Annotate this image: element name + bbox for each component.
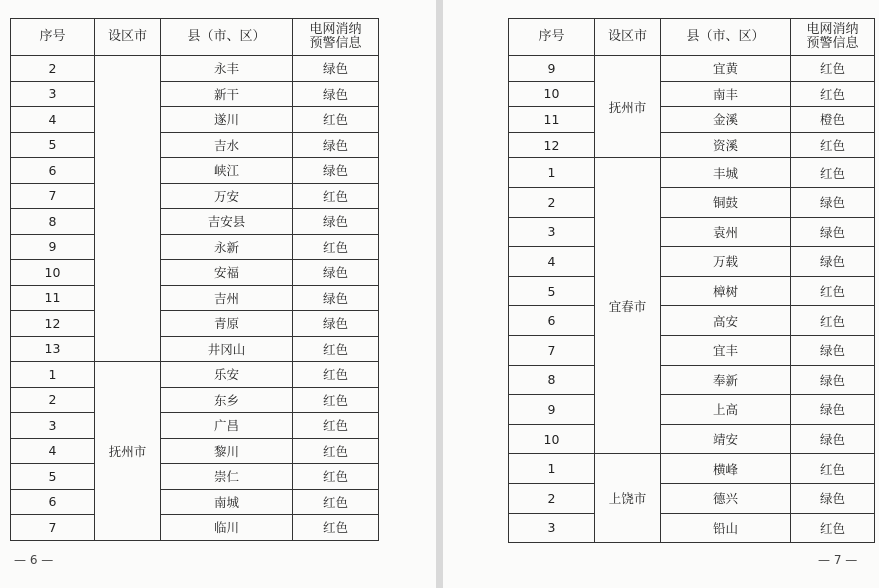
cell-alert: 红色 <box>293 464 379 490</box>
cell-alert: 红色 <box>791 56 875 82</box>
cell-county: 黎川 <box>161 438 293 464</box>
header-alert-text: 电网消纳预警信息 <box>309 22 362 51</box>
table-row <box>11 209 379 235</box>
cell-alert: 绿色 <box>791 187 875 217</box>
cell-seq: 11 <box>509 107 595 133</box>
table-row <box>509 335 875 365</box>
cell-county: 铅山 <box>661 513 791 543</box>
cell-seq: 5 <box>11 464 95 490</box>
cell-county: 遂川 <box>161 107 293 133</box>
table-row <box>509 395 875 425</box>
cell-alert: 红色 <box>791 306 875 336</box>
table-row <box>11 362 379 388</box>
cell-alert: 绿色 <box>293 56 379 82</box>
cell-county: 高安 <box>661 306 791 336</box>
cell-alert: 绿色 <box>791 247 875 277</box>
cell-seq: 10 <box>509 424 595 454</box>
cell-seq: 3 <box>509 217 595 247</box>
table-row <box>11 489 379 515</box>
cell-county: 宜黄 <box>661 56 791 82</box>
table-row <box>11 311 379 337</box>
header-county: 县（市、区） <box>161 19 293 56</box>
table-row <box>509 276 875 306</box>
cell-county: 广昌 <box>161 413 293 439</box>
header-seq: 序号 <box>509 19 595 56</box>
table-row <box>509 81 875 107</box>
cell-county: 乐安 <box>161 362 293 388</box>
cell-county: 东乡 <box>161 387 293 413</box>
cell-seq: 2 <box>509 483 595 513</box>
table-row <box>11 413 379 439</box>
header-alert <box>791 19 875 56</box>
cell-alert: 红色 <box>293 234 379 260</box>
cell-county: 袁州 <box>661 217 791 247</box>
cell-county: 靖安 <box>661 424 791 454</box>
cell-county: 永新 <box>161 234 293 260</box>
cell-county: 丰城 <box>661 158 791 188</box>
cell-county: 上高 <box>661 395 791 425</box>
cell-seq: 10 <box>11 260 95 286</box>
cell-city: 宜春市 <box>595 158 661 454</box>
table-row <box>11 107 379 133</box>
cell-county: 新干 <box>161 81 293 107</box>
cell-alert: 绿色 <box>791 217 875 247</box>
cell-alert: 绿色 <box>791 335 875 365</box>
cell-seq: 1 <box>509 454 595 484</box>
cell-seq: 10 <box>509 81 595 107</box>
cell-alert: 红色 <box>293 107 379 133</box>
cell-seq: 6 <box>509 306 595 336</box>
header-alert <box>293 19 379 56</box>
cell-seq: 1 <box>11 362 95 388</box>
table-row <box>509 187 875 217</box>
table-row <box>11 438 379 464</box>
cell-alert: 红色 <box>293 515 379 541</box>
cell-alert: 红色 <box>293 438 379 464</box>
cell-county: 樟树 <box>661 276 791 306</box>
cell-seq: 9 <box>11 234 95 260</box>
cell-seq: 1 <box>509 158 595 188</box>
cell-alert: 红色 <box>791 454 875 484</box>
cell-seq: 4 <box>509 247 595 277</box>
cell-seq: 2 <box>11 56 95 82</box>
cell-county: 吉安县 <box>161 209 293 235</box>
table-row <box>509 483 875 513</box>
cell-seq: 12 <box>11 311 95 337</box>
table-row <box>509 158 875 188</box>
cell-seq: 13 <box>11 336 95 362</box>
cell-alert: 绿色 <box>293 285 379 311</box>
cell-county: 青原 <box>161 311 293 337</box>
cell-seq: 7 <box>11 183 95 209</box>
table-row <box>509 107 875 133</box>
cell-alert: 橙色 <box>791 107 875 133</box>
table-row <box>11 285 379 311</box>
cell-county: 南丰 <box>661 81 791 107</box>
cell-seq: 4 <box>11 107 95 133</box>
cell-alert: 红色 <box>293 183 379 209</box>
table-row <box>509 56 875 82</box>
alert-table-right <box>508 18 875 543</box>
cell-seq: 7 <box>11 515 95 541</box>
table-row <box>509 424 875 454</box>
cell-county: 吉水 <box>161 132 293 158</box>
cell-alert: 绿色 <box>293 311 379 337</box>
table-row <box>509 132 875 158</box>
cell-city: 上饶市 <box>595 454 661 543</box>
cell-seq: 9 <box>509 56 595 82</box>
cell-alert: 红色 <box>791 158 875 188</box>
cell-alert: 绿色 <box>293 209 379 235</box>
cell-alert: 绿色 <box>293 260 379 286</box>
header-alert-text: 电网消纳预警信息 <box>806 22 859 51</box>
cell-seq: 8 <box>509 365 595 395</box>
cell-seq: 5 <box>509 276 595 306</box>
cell-county: 铜鼓 <box>661 187 791 217</box>
cell-alert: 红色 <box>293 413 379 439</box>
cell-seq: 9 <box>509 395 595 425</box>
cell-alert: 绿色 <box>791 483 875 513</box>
cell-seq: 3 <box>11 81 95 107</box>
cell-seq: 8 <box>11 209 95 235</box>
table-row <box>11 464 379 490</box>
cell-county: 安福 <box>161 260 293 286</box>
cell-seq: 12 <box>509 132 595 158</box>
cell-alert: 红色 <box>791 81 875 107</box>
cell-alert: 红色 <box>293 489 379 515</box>
alert-table-left <box>10 18 379 541</box>
cell-alert: 绿色 <box>293 81 379 107</box>
cell-alert: 红色 <box>293 336 379 362</box>
cell-seq: 4 <box>11 438 95 464</box>
cell-county: 万载 <box>661 247 791 277</box>
header-city: 设区市 <box>95 19 161 56</box>
header-county: 县（市、区） <box>661 19 791 56</box>
table-row <box>509 513 875 543</box>
cell-seq: 11 <box>11 285 95 311</box>
table-row <box>509 306 875 336</box>
table-row <box>11 56 379 82</box>
table-row <box>11 132 379 158</box>
cell-alert: 红色 <box>791 276 875 306</box>
cell-county: 金溪 <box>661 107 791 133</box>
cell-seq: 3 <box>509 513 595 543</box>
table-row <box>11 158 379 184</box>
header-seq: 序号 <box>11 19 95 56</box>
cell-alert: 红色 <box>293 387 379 413</box>
table-row <box>11 387 379 413</box>
cell-county: 南城 <box>161 489 293 515</box>
cell-county: 临川 <box>161 515 293 541</box>
cell-alert: 绿色 <box>791 395 875 425</box>
cell-alert: 绿色 <box>791 424 875 454</box>
page-left <box>0 0 436 588</box>
page-right <box>443 0 879 588</box>
table-row <box>11 336 379 362</box>
table-body-left <box>11 56 379 541</box>
table-row <box>11 81 379 107</box>
table-row <box>509 365 875 395</box>
cell-city: 抚州市 <box>95 362 161 541</box>
cell-city: 抚州市 <box>595 56 661 158</box>
cell-seq: 7 <box>509 335 595 365</box>
table-row <box>509 454 875 484</box>
cell-alert: 红色 <box>791 513 875 543</box>
cell-city <box>95 56 161 362</box>
page-number-left: — 6 — <box>14 553 54 567</box>
cell-seq: 6 <box>11 158 95 184</box>
header-city: 设区市 <box>595 19 661 56</box>
cell-county: 吉州 <box>161 285 293 311</box>
table-body-right <box>509 56 875 543</box>
cell-seq: 5 <box>11 132 95 158</box>
cell-county: 万安 <box>161 183 293 209</box>
cell-county: 峡江 <box>161 158 293 184</box>
cell-seq: 6 <box>11 489 95 515</box>
cell-alert: 绿色 <box>791 365 875 395</box>
table-row <box>11 234 379 260</box>
page-number-right: — 7 — <box>818 553 858 567</box>
cell-seq: 3 <box>11 413 95 439</box>
table-row <box>11 515 379 541</box>
cell-alert: 绿色 <box>293 132 379 158</box>
cell-seq: 2 <box>509 187 595 217</box>
cell-county: 德兴 <box>661 483 791 513</box>
table-row <box>11 183 379 209</box>
cell-county: 崇仁 <box>161 464 293 490</box>
cell-seq: 2 <box>11 387 95 413</box>
table-row <box>509 247 875 277</box>
cell-alert: 红色 <box>293 362 379 388</box>
cell-county: 奉新 <box>661 365 791 395</box>
cell-county: 资溪 <box>661 132 791 158</box>
cell-county: 宜丰 <box>661 335 791 365</box>
cell-alert: 绿色 <box>293 158 379 184</box>
table-row <box>11 260 379 286</box>
cell-county: 横峰 <box>661 454 791 484</box>
cell-county: 永丰 <box>161 56 293 82</box>
page-gutter <box>436 0 443 588</box>
cell-county: 井冈山 <box>161 336 293 362</box>
table-row <box>509 217 875 247</box>
cell-alert: 红色 <box>791 132 875 158</box>
